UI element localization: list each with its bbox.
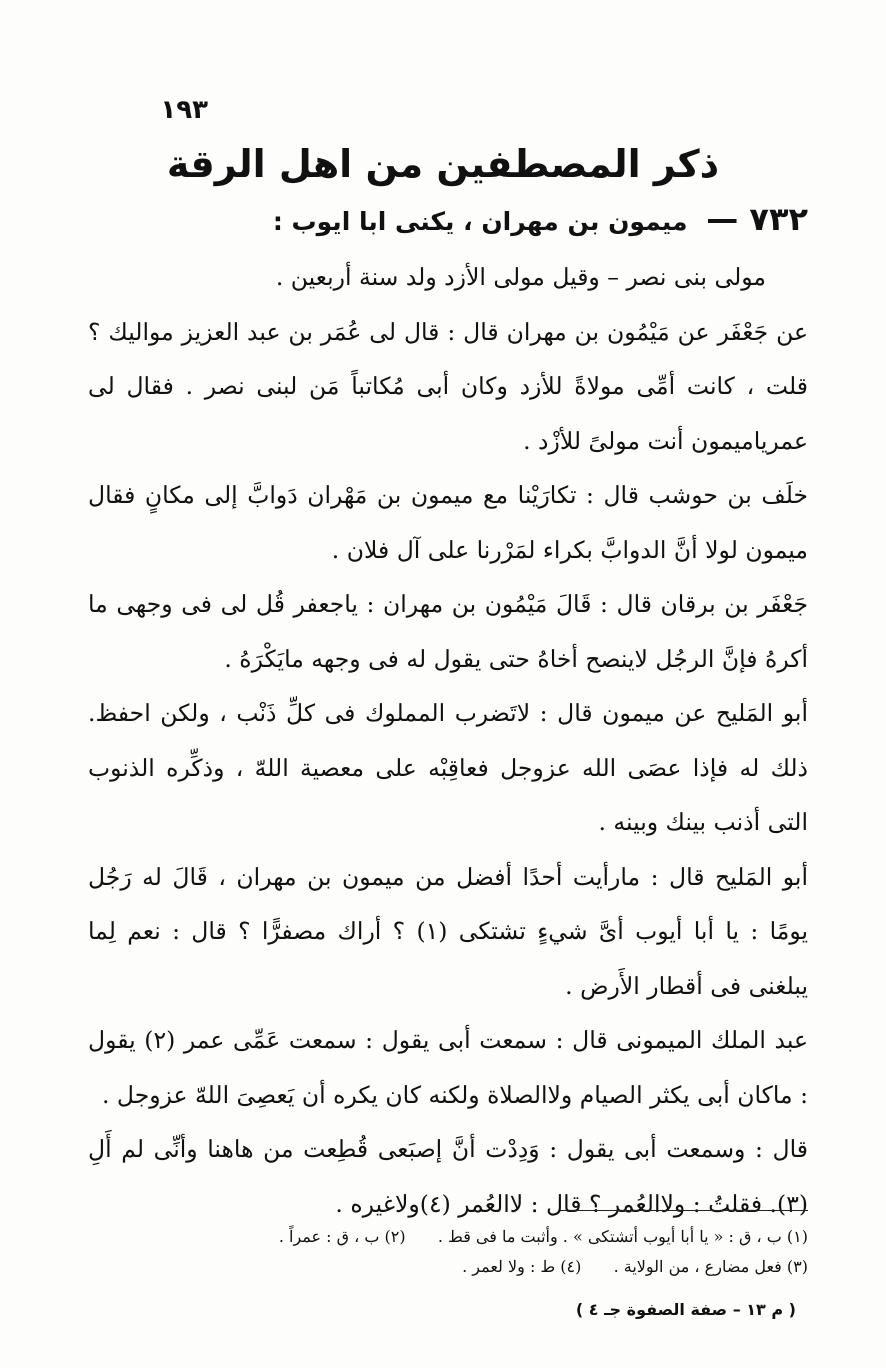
footnotes	[128, 1222, 808, 1282]
footnote-4: (٤) ط : ولا لعمر .	[462, 1257, 582, 1276]
paragraph-8: قال : وسمعت أبى يقول : وَدِدْت أنَّ إصبَعى قُطِعت من هاهنا وأنِّى لم أَلِ (٣). فقلتُ : ولاالعُمر ؟ قال : لاالعُمر (٤)ولاغيره .	[88, 1135, 808, 1218]
paragraph-3: خلَف بن حوشب قال : تكارَيْنا مع ميمون بن مَهْران دَوابَّ إلى مكانٍ فقال ميمون لولا أنَّ الدوابَّ بكراء لمَرْرنا على آل فلان .	[88, 481, 808, 564]
footnote-3: (٣) فعل مضارع ، من الولاية .	[613, 1257, 808, 1276]
entry-number: ٧٣٢ —	[706, 200, 808, 238]
footnote-line-1	[128, 1222, 808, 1252]
body-text	[88, 250, 808, 1231]
page-number: ١٩٣	[160, 95, 208, 125]
paragraph-6: أبو المَليح قال : مارأيت أحدًا أفضل من ميمون بن مهران ، قَالَ له رَجُل يومًا : يا أبا أيوب أىَّ شيءٍ تشتكى (١) ؟ أراك مصفرًّا ؟ قال : نعم لِما يبلغنى فى أقطار الأَرض .	[88, 862, 809, 1000]
entry-heading-text: ميمون بن مهران ، يكنى ابا ايوب :	[272, 207, 688, 236]
paragraph-4: جَعْفَر بن برقان قال : قَالَ مَيْمُون بن مهران : ياجعفر قُل لى فى وجهى ما أكرهُ فإنَّ الرجُل لاينصح أخاهُ حتى يقول له فى وجهه مايَكْرَهُ .	[88, 590, 808, 673]
entry-heading	[120, 200, 808, 238]
footnote-divider	[560, 1210, 808, 1211]
paragraph-2: عن جَعْفَر عن مَيْمُون بن مهران قال : قال لى عُمَر بن عبد العزيز مواليك ؟ قلت ، كانت أمِّى مولاةً للأزد وكان أبى مُكاتباً مَن لبنى نصر . فقال لى عمرياميمون أنت مولىً للأزْد .	[88, 317, 808, 455]
paragraph-1: مولى بنى نصر – وقيل مولى الأزد ولد سنة أربعين .	[275, 263, 766, 291]
section-title: ذكر المصطفين من اهل الرقة	[166, 142, 720, 186]
printer-signature: ( م ١٣ – صفة الصفوة جـ ٤ )	[575, 1300, 796, 1319]
paragraph-5: أبو المَليح عن ميمون قال : لاتَضرب المملوك فى كلِّ ذَنْب ، ولكن احفظ. ذلك له فإذا عصَى الله عزوجل فعاقِبْه على معصية اللهّ ، وذكِّره الذنوب التى أذنب بينك وبينه .	[88, 699, 808, 836]
footnote-line-2	[128, 1252, 808, 1282]
paragraph-7: عبد الملك الميمونى قال : سمعت أبى يقول : سمعت عَمِّى عمر (٢) يقول : ماكان أبى يكثر الصيام ولاالصلاة ولكنه كان يكره أن يَعصِىَ اللهّ عزوجل .	[88, 1026, 808, 1109]
footnote-1: (١) ب ، ق : « يا أبا أيوب أتشتكى » . وأثبت ما فى قط .	[437, 1227, 808, 1246]
footnote-2: (٢) ب ، ق : عمراً .	[278, 1227, 406, 1246]
